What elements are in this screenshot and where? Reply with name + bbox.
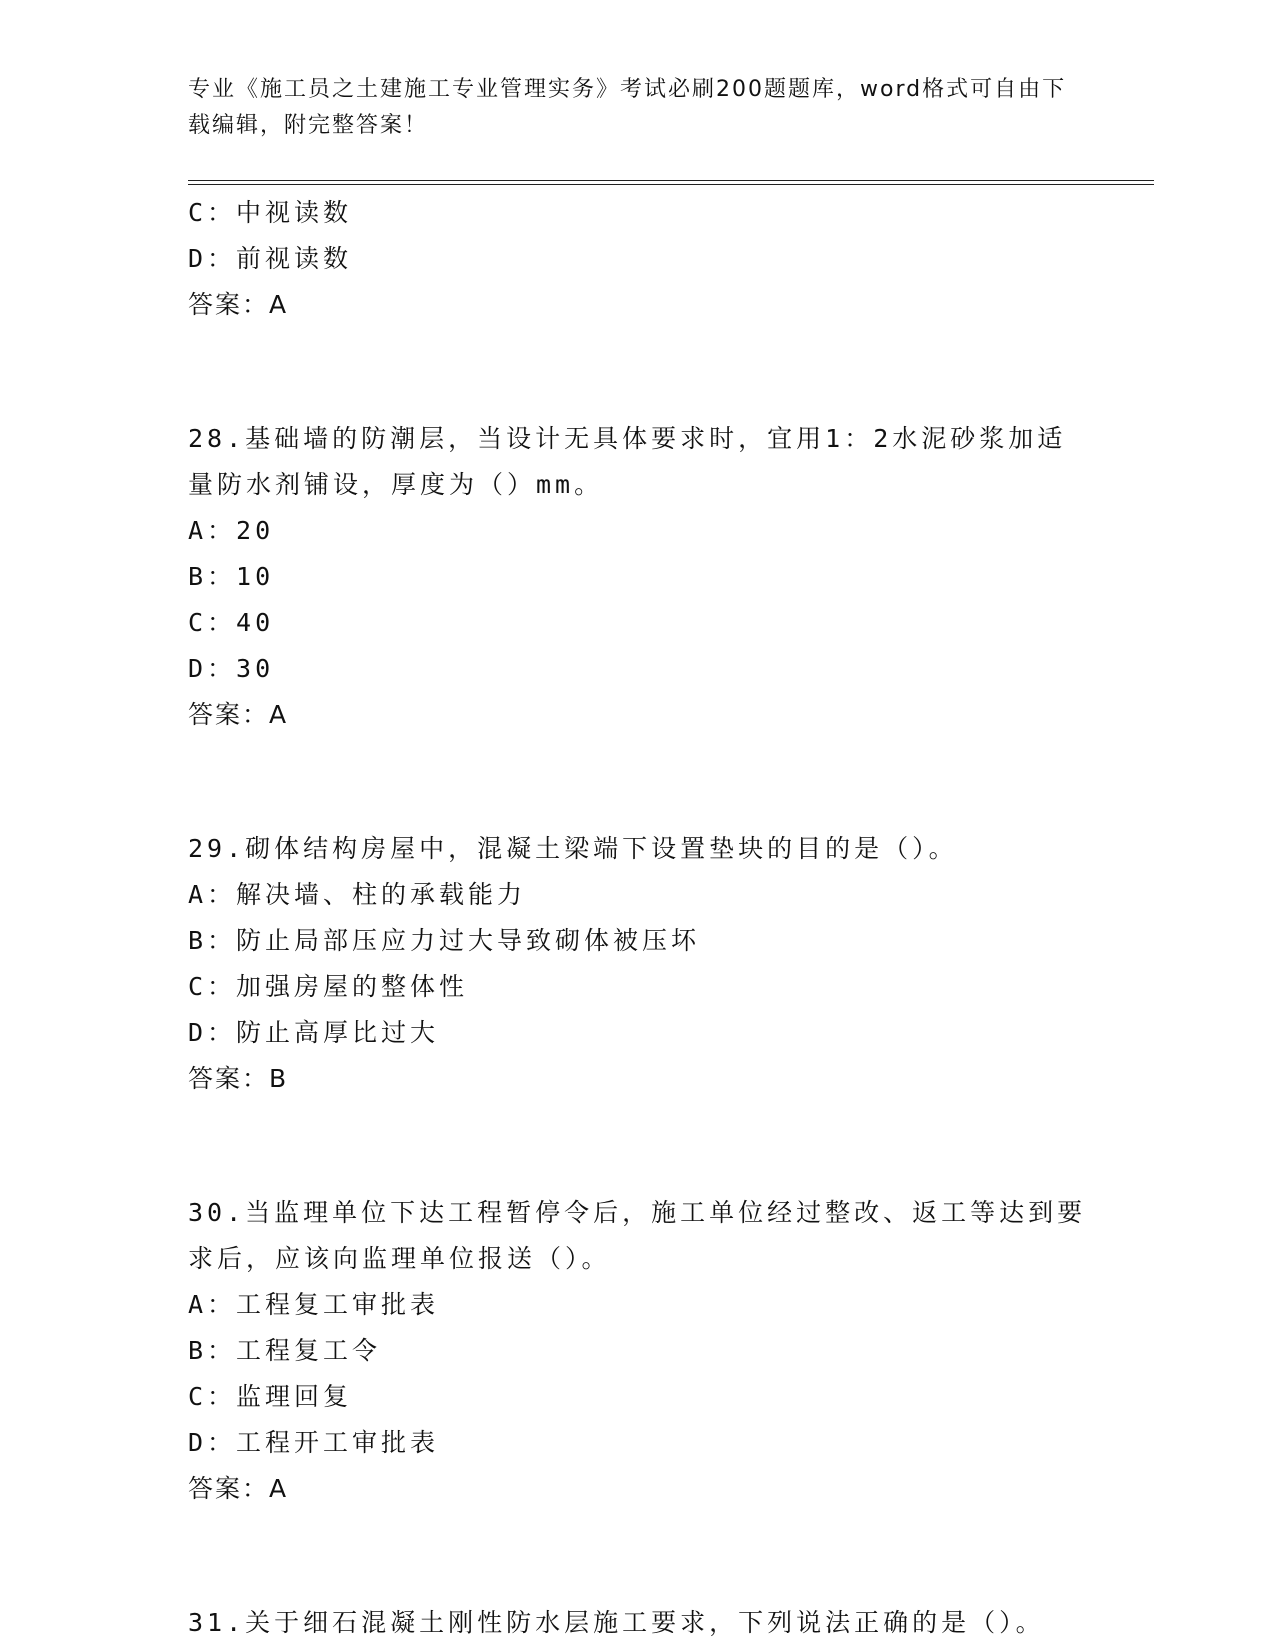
question-31 [188,1600,1088,1646]
question-text: 31.关于细石混凝土刚性防水层施工要求，下列说法正确的是（）。 [188,1608,1045,1637]
option-c: C：加强房屋的整体性 [188,972,469,1001]
header-divider-top [188,180,1154,181]
spacer [188,1512,1088,1600]
option-a: A：20 [188,516,275,545]
option-b: B：工程复工令 [188,1336,382,1365]
option-a: A：工程复工审批表 [188,1290,440,1319]
answer-line: 答案：A [188,1474,289,1503]
question-text: 28.基础墙的防潮层，当设计无具体要求时，宜用1：2水泥砂浆加适 量防水剂铺设，厚度为（）mm。 [188,424,1067,499]
answer-line: 答案：A [188,290,289,319]
question-30 [188,1190,1088,1512]
option-d: D：30 [188,654,275,683]
option-c: C：40 [188,608,275,637]
question-27-fragment [188,190,1088,328]
answer-line: 答案：A [188,700,289,729]
spacer [188,328,1088,416]
option-c: C：监理回复 [188,1382,353,1411]
header-divider-bottom [188,184,1154,185]
option-d: D：前视读数 [188,244,353,273]
option-b: B：防止局部压应力过大导致砌体被压坏 [188,926,701,955]
answer-line: 答案：B [188,1064,289,1093]
page-header: 专业《施工员之土建施工专业管理实务》考试必刷200题题库，word格式可自由下载编辑，附完整答案！ [188,77,1067,138]
option-d: D：防止高厚比过大 [188,1018,440,1047]
document-body [188,190,1088,1646]
question-29 [188,826,1088,1102]
question-text: 29.砌体结构房屋中，混凝土梁端下设置垫块的目的是（）。 [188,834,958,863]
question-text: 30.当监理单位下达工程暂停令后，施工单位经过整改、返工等达到要 求后，应该向监理单位报送（）。 [188,1198,1087,1273]
option-b: B：10 [188,562,275,591]
option-d: D：工程开工审批表 [188,1428,440,1457]
spacer [188,738,1088,826]
question-28 [188,416,1088,738]
option-a: A：解决墙、柱的承载能力 [188,880,527,909]
spacer [188,1102,1088,1190]
option-c: C：中视读数 [188,198,353,227]
